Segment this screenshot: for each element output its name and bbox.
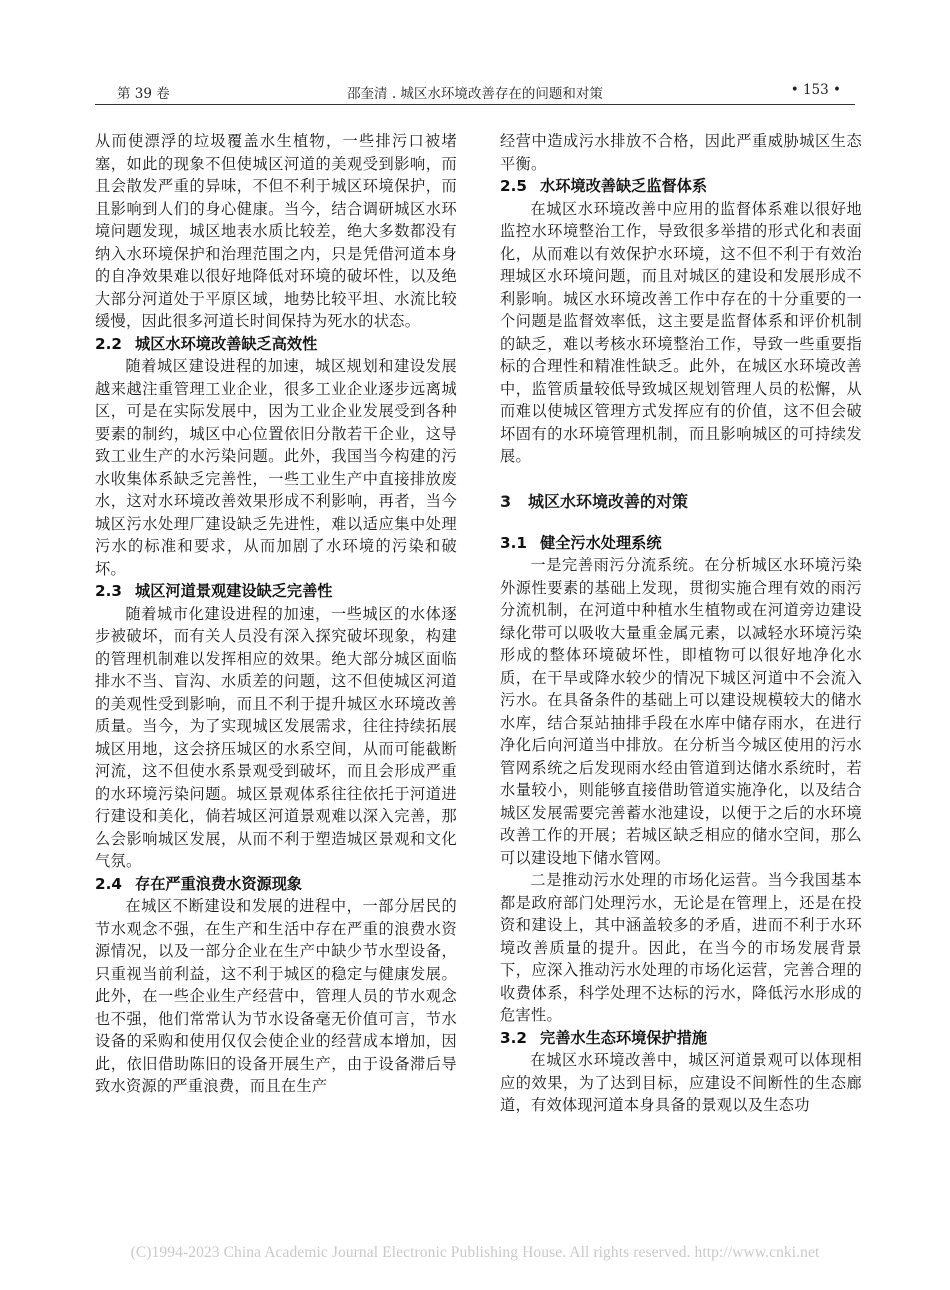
section-title: 存在严重浪费水资源现象 [135, 874, 303, 893]
running-title: 邵奎清 . 城区水环境改善存在的问题和对策 [347, 86, 603, 102]
paragraph: 经营中造成污水排放不合格，因此严重威胁城区生态平衡。 [500, 132, 862, 173]
section-number: 2.5 [500, 177, 527, 195]
section-number: 3.1 [500, 533, 527, 552]
section-heading-2-5 [500, 175, 862, 198]
paragraph: 随着城市化建设进程的加速，一些城区的水体逐步被破坏，而有关人员没有深入探究破坏现象，构建的管理机制难以发挥相应的效果。绝大部分城区面临排水不当、盲沟、水质差的问题，这不但使城区河道的美观性受到影响，而且不利于提升城区水环境改善质量。当今，为了实现城区发展需求，往往持续拓展城区用地，这会挤压城区的水系空间，从而可能截断河流，这不但使水系景观受到破坏，而且会形成严重的水环境污染问题。城区景观体系往往依托于河道进行建设和美化，倘若城区河道景观难以深入完善，那么会影响城区发展，从而不利于塑造城区景观和文化气氛。 [95, 604, 457, 870]
volume-label: 第 39 卷 [117, 86, 170, 102]
section-title: 城区水环境改善缺乏高效性 [135, 334, 318, 353]
section-number: 2.2 [95, 334, 122, 353]
paragraph: 在城区不断建设和发展的进程中，一部分居民的节水观念不强，在生产和生活中存在严重的浪费水资源情况，以及一部分企业在生产中缺少节水型设备，只重视当前利益，这不利于城区的稳定与健康发展。此外，在一些企业生产经营中，管理人员的节水观念也不强，他们常常认为节水设备毫无价值可言，节水设备的采购和使用仅仅会使企业的经营成本增加，因此，依旧借助陈旧的设备开展生产，由于设备滞后导致水资源的严重浪费，而且在生产 [95, 897, 457, 1095]
copyright-watermark: (C)1994-2023 China Academic Journal Electronic Publishing House. All rights reserved. http://www.cnki.net [130, 1244, 820, 1261]
section-title: 水环境改善缺乏监督体系 [540, 177, 708, 195]
paragraph: 在城区水环境改善中应用的监督体系难以很好地监控水环境整治工作，导致很多举措的形式化和表面化，从而难以有效保护水环境，这不但不利于有效治理城区水环境问题，而且对城区的建设和发展形成不利影响。城区水环境改善工作中存在的十分重要的一个问题是监督效率低，这主要是监督体系和评价机制的缺乏，难以考核水环境整治工作，导致一些重要指标的合理性和精准性缺乏。此外，在城区水环境改善中，监管质量较低导致城区规划管理人员的松懈，从而难以使城区管理方式发挥应有的价值，这不但会破坏固有的水环境管理机制，而且影响城区的可持续发展。 [500, 199, 862, 465]
section-number: 3.2 [500, 1028, 527, 1047]
left-column [95, 130, 457, 1098]
section-heading-3 [500, 490, 862, 514]
header-rule [95, 104, 855, 105]
section-heading-2-2 [95, 333, 457, 356]
section-number: 3 [500, 491, 512, 511]
section-heading-3-2 [500, 1027, 862, 1050]
section-title: 健全污水处理系统 [540, 533, 662, 552]
section-title: 城区河道景观建设缺乏完善性 [135, 582, 333, 600]
right-column [500, 130, 862, 1117]
page-number: • 153 • [790, 82, 841, 98]
paragraph: 一是完善雨污分流系统。在分析城区水环境污染外源性要素的基础上发现，贯彻实施合理有效的雨污分流机制，在河道中种植水生植物或在河道旁边建设绿化带可以吸收大量重金属元素，以减轻水环境污染形成的整体环境破坏性，即植物可以很好地净化水质，在干旱或降水较少的情况下城区河道中不会流入污水。在具备条件的基础上可以建设规模较大的储水水库，结合泵站抽排手段在水库中储存雨水，在进行净化后向河道当中排放。在分析当今城区使用的污水管网系统之后发现雨水经由管道到达储水系统时，若水量较小，则能够直接借助管道实施净化，以及结合城区发展需要完善蓄水池建设，以便于之后的水环境改善工作的开展；若城区缺乏相应的储水空间，那么可以建设地下储水管网。 [500, 556, 862, 867]
section-number: 2.4 [95, 874, 122, 893]
section-heading-2-4 [95, 873, 457, 896]
paragraph: 在城区水环境改善中，城区河道景观可以体现相应的效果，为了达到目标，应建设不间断性的生态廊道，有效体现河道本身具备的景观以及生态功 [500, 1051, 862, 1114]
section-number: 2.3 [95, 582, 122, 600]
paragraph: 从而使漂浮的垃圾覆盖水生植物，一些排污口被堵塞，如此的现象不但使城区河道的美观受到影响，而且会散发严重的异味，不但不利于城区环境保护，而且影响到人们的身心健康。当今，结合调研城区水环境问题发现，城区地表水质比较差，绝大多数都没有纳入水环境保护和治理范围之内，只是凭借河道本身的自净效果难以很好地降低对环境的破坏性，以及绝大部分河道处于平原区域，地势比较平坦、水流比较缓慢，因此很多河道长时间保持为死水的状态。 [95, 132, 457, 330]
section-heading-3-1 [500, 532, 862, 555]
section-title: 完善水生态环境保护措施 [540, 1028, 708, 1047]
paragraph: 随着城区建设进程的加速，城区规划和建设发展越来越注重管理工业企业，很多工业企业逐步远离城区，可是在实际发展中，因为工业企业发展受到各种要素的制约，城区中心位置依旧分散若干企业，这导致工业生产的水污染问题。此外，我国当今构建的污水收集体系缺乏完善性，一些工业生产中直接排放废水，这对水环境改善效果形成不利影响，再者，当今城区污水处理厂建设缺乏先进性，难以适应集中处理污水的标准和要求，从而加剧了水环境的污染和破坏。 [95, 357, 457, 578]
paragraph: 二是推动污水处理的市场化运营。当今我国基本都是政府部门处理污水，无论是在管理上，还是在投资和建设上，其中涵盖较多的矛盾，进而不利于水环境改善质量的提升。因此，在当今的市场发展背景下，应深入推动污水处理的市场化运营，完善合理的收费体系，科学处理不达标的污水，降低污水形成的危害性。 [500, 871, 862, 1024]
running-header [95, 80, 855, 104]
section-title: 城区水环境改善的对策 [528, 491, 689, 511]
section-heading-2-3 [95, 580, 457, 603]
